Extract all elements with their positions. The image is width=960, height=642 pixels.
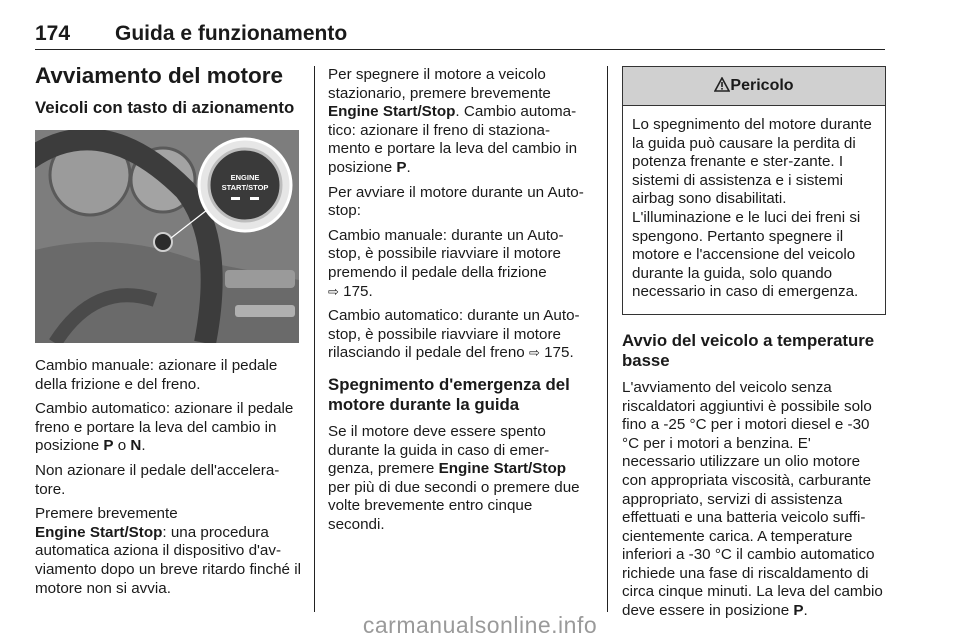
text: . (141, 437, 146, 455)
page-reference[interactable]: 175 (544, 344, 570, 362)
text: o (113, 437, 131, 455)
page-number: 174 (35, 22, 71, 45)
engine-start-stop-illustration (35, 130, 299, 343)
gear-position: N (130, 437, 142, 455)
text: Cambio automatico: azionare il pedale freno e portare la leva del cambio in posizione (35, 400, 294, 455)
paragraph: Cambio automatico: durante un Auto-stop, è possibile riavviare il motore rilasciando il pedale del freno ⇨ 175. (328, 307, 580, 362)
dashboard-drawing (35, 130, 299, 343)
warning-paragraph: L'illuminazione e le luci dei freni si spengono. Pertanto spegnere il motore e l'accensione del veicolo durante la guida, solo quando necessario in caso di emergenza. (632, 208, 861, 301)
text: Per spegnere il motore a veicolo stazionario, premere brevemente (328, 66, 551, 102)
text: Se il motore deve essere spento durante la guida in caso di emer-genza, premere (328, 422, 550, 478)
text: . Cambio automa-tico: azionare il freno di staziona-mento e portare la leva del cambio in posizione (328, 103, 578, 176)
paragraph: Cambio manuale: azionare il pedale della frizione e del freno. (35, 357, 278, 393)
warning-triangle-icon (714, 77, 730, 92)
page-reference[interactable]: 175 (343, 282, 369, 300)
watermark: carmanualsonline.info (362, 612, 598, 638)
chapter-title: Guida e funzionamento (115, 22, 348, 45)
button-label-line2: START/STOP (221, 183, 269, 192)
text: per più di due secondi o premere due volte brevemente entro cinque secondi. (328, 478, 580, 533)
warning-box (622, 66, 886, 315)
paragraph: Per avviare il motore durante un Auto-stop: (328, 183, 584, 220)
paragraph: Non azionare il pedale dell'accelera-tore. (35, 461, 280, 498)
gear-position: P (793, 602, 804, 620)
page-ref-arrow-icon: ⇨ (528, 345, 540, 361)
text: : una procedura automatica aziona il dispositivo d'av-viamento dopo un breve ritardo finché il motore non si avvia. (35, 523, 301, 597)
column-1 (35, 62, 301, 604)
column-3 (622, 62, 888, 627)
gear-position: P (103, 437, 114, 455)
header-rule (35, 49, 885, 50)
paragraph (35, 400, 301, 456)
section-title: Avviamento del motore (35, 63, 283, 88)
subsection-title: Spegnimento d'emergenza del motore durante la guida (328, 374, 570, 414)
button-label-line1: ENGINE (230, 173, 260, 182)
paragraph: Cambio manuale: durante un Auto-stop, è possibile riavviare il motore premendo il pedale della frizione ⇨ 175. (328, 226, 564, 300)
subsection-title: Avvio del veicolo a temperature basse (622, 330, 875, 370)
button-name: Engine Start/Stop (438, 460, 567, 478)
warning-body (623, 106, 885, 314)
gear-position: P (396, 158, 407, 176)
text: . (406, 158, 411, 176)
column-divider (607, 66, 608, 612)
text: Cambio automatico: durante un Auto-stop, è possibile riavviare il motore rilasciando il pedale del freno (328, 307, 580, 362)
paragraph (328, 66, 592, 178)
button-name: Engine Start/Stop (35, 523, 163, 541)
paragraph (35, 505, 301, 598)
paragraph (622, 379, 888, 621)
subsection-title: Veicoli con tasto di azionamento (35, 98, 295, 117)
page-header (35, 22, 885, 48)
button-name: Engine Start/Stop (328, 103, 456, 121)
text: L'avviamento del veicolo senza riscaldatori aggiuntivi è possibile solo fino a -25 °C per i motori diesel e -30 °C per i motori a benzina. E' necessario utilizzare un olio motore con appropriata viscosità, carburante appropriato, servizi di assistenza effettuati e una batteria veicolo suffi-cientemente carica. A temperature inferiori a -30 °C il cambio automatico richiede una fase di riscaldamento di circa cinque minuti. La leva del cambio deve essere in posizione (622, 378, 883, 620)
paragraph (328, 423, 592, 535)
text: Cambio manuale: durante un Auto-stop, è possibile riavviare il motore premendo il pedale della frizione (328, 226, 564, 281)
text: . (803, 602, 808, 620)
warning-paragraph: Lo spegnimento del motore durante la guida può causare la perdita di potenza frenante e ster-zante. I sistemi di assistenza e i sistemi airbag sono disabilitati. (632, 116, 872, 208)
text: Premere brevemente (35, 505, 178, 523)
column-divider (314, 66, 315, 612)
warning-title: Pericolo (730, 77, 794, 94)
page-ref-arrow-icon: ⇨ (328, 283, 339, 299)
warning-header (623, 67, 885, 106)
column-2 (328, 66, 592, 540)
